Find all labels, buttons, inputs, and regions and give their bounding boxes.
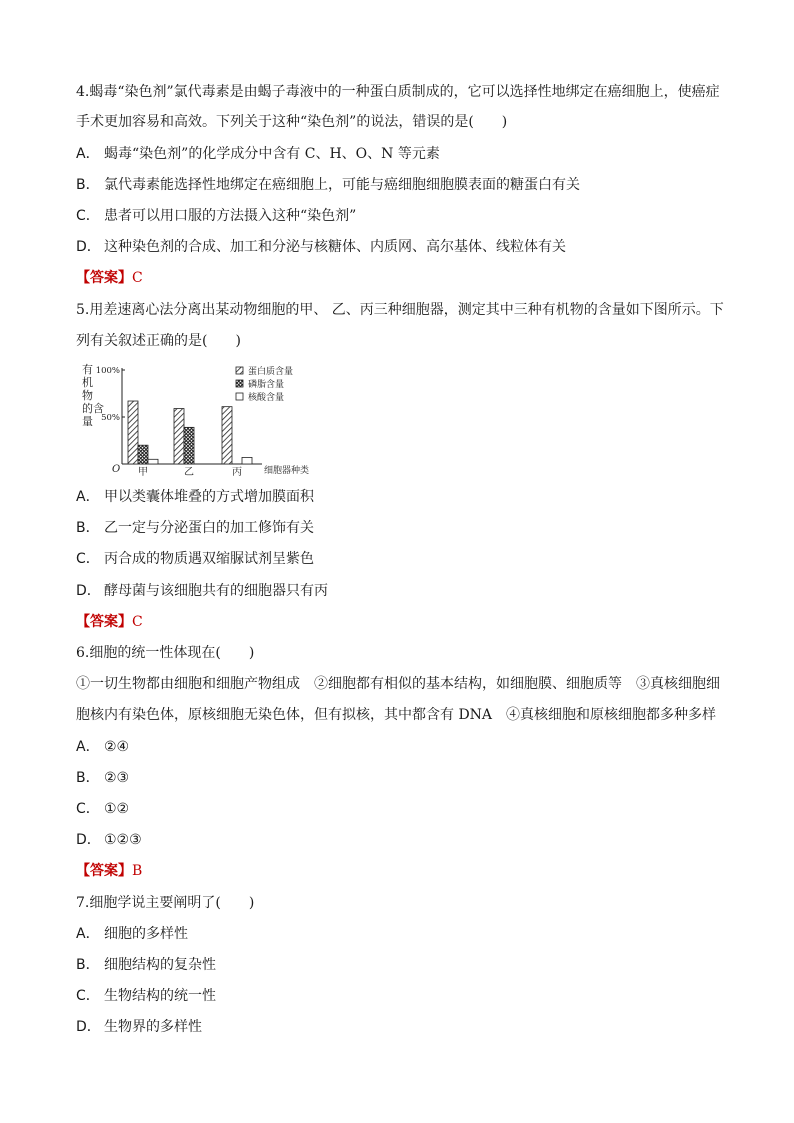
option-text: ①② <box>104 801 130 817</box>
q4-option-d <box>76 237 566 257</box>
option-letter: B． <box>76 520 100 536</box>
bar-blank-1 <box>148 459 158 464</box>
q6-option-c <box>76 799 129 819</box>
y-axis-label-char: 的含 <box>82 402 104 415</box>
bar-diagonal-2 <box>174 409 184 464</box>
q6-stem-line3: 胞核内有染色体，原核细胞无染色体，但有拟核，其中都含有 DNA ④真核细胞和原核细胞都多种多样 <box>76 707 717 723</box>
q5-option-d <box>76 581 328 601</box>
option-letter: C． <box>76 988 100 1004</box>
bar-diagonal-3 <box>222 407 232 464</box>
q5-stem-line1: 5.用差速离心法分离出某动物细胞的甲、 乙、丙三种细胞器，测定其中三种有机物的含量如下图所示。下 <box>76 302 724 318</box>
y-axis-label-char: 物 <box>82 389 93 402</box>
q7-option-a <box>76 924 188 944</box>
option-letter: C． <box>76 801 100 817</box>
bar-crosshatch-1 <box>138 445 148 464</box>
y-axis-label-char: 有 <box>82 363 93 376</box>
option-text: 生物结构的统一性 <box>104 988 216 1004</box>
organelle-content-chart <box>76 362 346 480</box>
option-text: 氯代毒素能选择性地绑定在癌细胞上，可能与癌细胞细胞膜表面的糖蛋白有关 <box>104 177 580 193</box>
q4-stem-line2: 手术更加容易和高效。下列关于这种“染色剂”的说法，错误的是( ) <box>76 114 508 130</box>
q4-option-b <box>76 175 580 195</box>
y-tick-label: 100% <box>95 366 120 376</box>
bar-blank-3 <box>242 457 252 464</box>
q7-option-b <box>76 955 216 975</box>
q5-option-c <box>76 549 314 569</box>
answer-value: B <box>132 863 143 879</box>
option-letter: D． <box>76 239 101 255</box>
legend-label: 磷脂含量 <box>248 380 285 390</box>
y-axis-label-char: 量 <box>82 415 93 428</box>
q5-stem-line2: 列有关叙述正确的是( ) <box>76 333 241 349</box>
legend-label: 蛋白质含量 <box>248 367 294 377</box>
option-letter: A． <box>76 489 100 505</box>
legend-label: 核酸含量 <box>248 393 285 403</box>
answer-value: C <box>132 270 143 286</box>
option-letter: B． <box>76 957 100 973</box>
x-axis-label: 细胞器种类 <box>264 466 310 476</box>
q7-stem-line1: 7.细胞学说主要阐明了( ) <box>76 895 255 911</box>
q5-answer <box>76 612 143 632</box>
origin-label: O <box>112 464 121 475</box>
answer-tag: 【答案】 <box>76 614 132 630</box>
option-text: 这种染色剂的合成、加工和分泌与核糖体、内质网、高尔基体、线粒体有关 <box>104 239 566 255</box>
option-text: 患者可以用口服的方法摄入这种“染色剂” <box>104 208 357 224</box>
option-text: 细胞的多样性 <box>104 926 188 942</box>
q5-option-b <box>76 518 314 538</box>
option-text: ①②③ <box>104 832 142 848</box>
x-tick-label: 甲 <box>138 467 148 478</box>
q4-stem-line1: 4.蝎毒“染色剂”氯代毒素是由蝎子毒液中的一种蛋白质制成的，它可以选择性地绑定在癌细胞上，使癌症 <box>76 84 720 100</box>
option-text: 乙一定与分泌蛋白的加工修饰有关 <box>104 520 314 536</box>
answer-tag: 【答案】 <box>76 863 132 879</box>
q6-option-d <box>76 830 142 850</box>
option-letter: D． <box>76 1019 101 1035</box>
x-tick-label: 丙 <box>232 467 242 478</box>
option-text: 细胞结构的复杂性 <box>104 957 216 973</box>
option-letter: D． <box>76 832 101 848</box>
q6-option-a <box>76 737 129 757</box>
option-letter: C． <box>76 551 100 567</box>
q7-option-d <box>76 1017 202 1037</box>
option-letter: B． <box>76 177 100 193</box>
legend-swatch <box>236 393 243 400</box>
q6-stem-line1: 6.细胞的统一性体现在( ) <box>76 645 255 661</box>
option-text: ②④ <box>104 739 130 755</box>
answer-value: C <box>132 614 143 630</box>
option-text: ②③ <box>104 770 130 786</box>
option-text: 甲以类囊体堆叠的方式增加膜面积 <box>104 489 314 505</box>
option-letter: D． <box>76 583 101 599</box>
legend-swatch <box>236 380 243 387</box>
q6-answer <box>76 861 142 881</box>
q6-stem-line2: ①一切生物都由细胞和细胞产物组成 ②细胞都有相似的基本结构，如细胞膜、细胞质等 ③真核细胞细 <box>76 676 720 692</box>
option-text: 酵母菌与该细胞共有的细胞器只有丙 <box>104 583 328 599</box>
option-text: 丙合成的物质遇双缩脲试剂呈紫色 <box>104 551 314 567</box>
option-text: 生物界的多样性 <box>104 1019 202 1035</box>
option-letter: B． <box>76 770 100 786</box>
option-letter: A． <box>76 739 100 755</box>
q4-answer <box>76 268 143 288</box>
q4-option-a <box>76 144 440 164</box>
option-letter: A． <box>76 146 100 162</box>
answer-tag: 【答案】 <box>76 270 132 286</box>
y-axis-label-char: 机 <box>82 376 93 389</box>
legend-swatch <box>236 367 243 374</box>
q4-option-c <box>76 206 356 226</box>
q6-option-b <box>76 768 129 788</box>
option-letter: A． <box>76 926 100 942</box>
q5-option-a <box>76 487 314 507</box>
y-tick-label: 50% <box>101 413 120 423</box>
bar-diagonal-1 <box>128 401 138 464</box>
option-text: 蝎毒“染色剂”的化学成分中含有 C、H、O、N 等元素 <box>104 146 440 162</box>
bar-crosshatch-2 <box>184 427 194 464</box>
option-letter: C． <box>76 208 100 224</box>
q7-option-c <box>76 986 216 1006</box>
x-tick-label: 乙 <box>184 467 194 478</box>
